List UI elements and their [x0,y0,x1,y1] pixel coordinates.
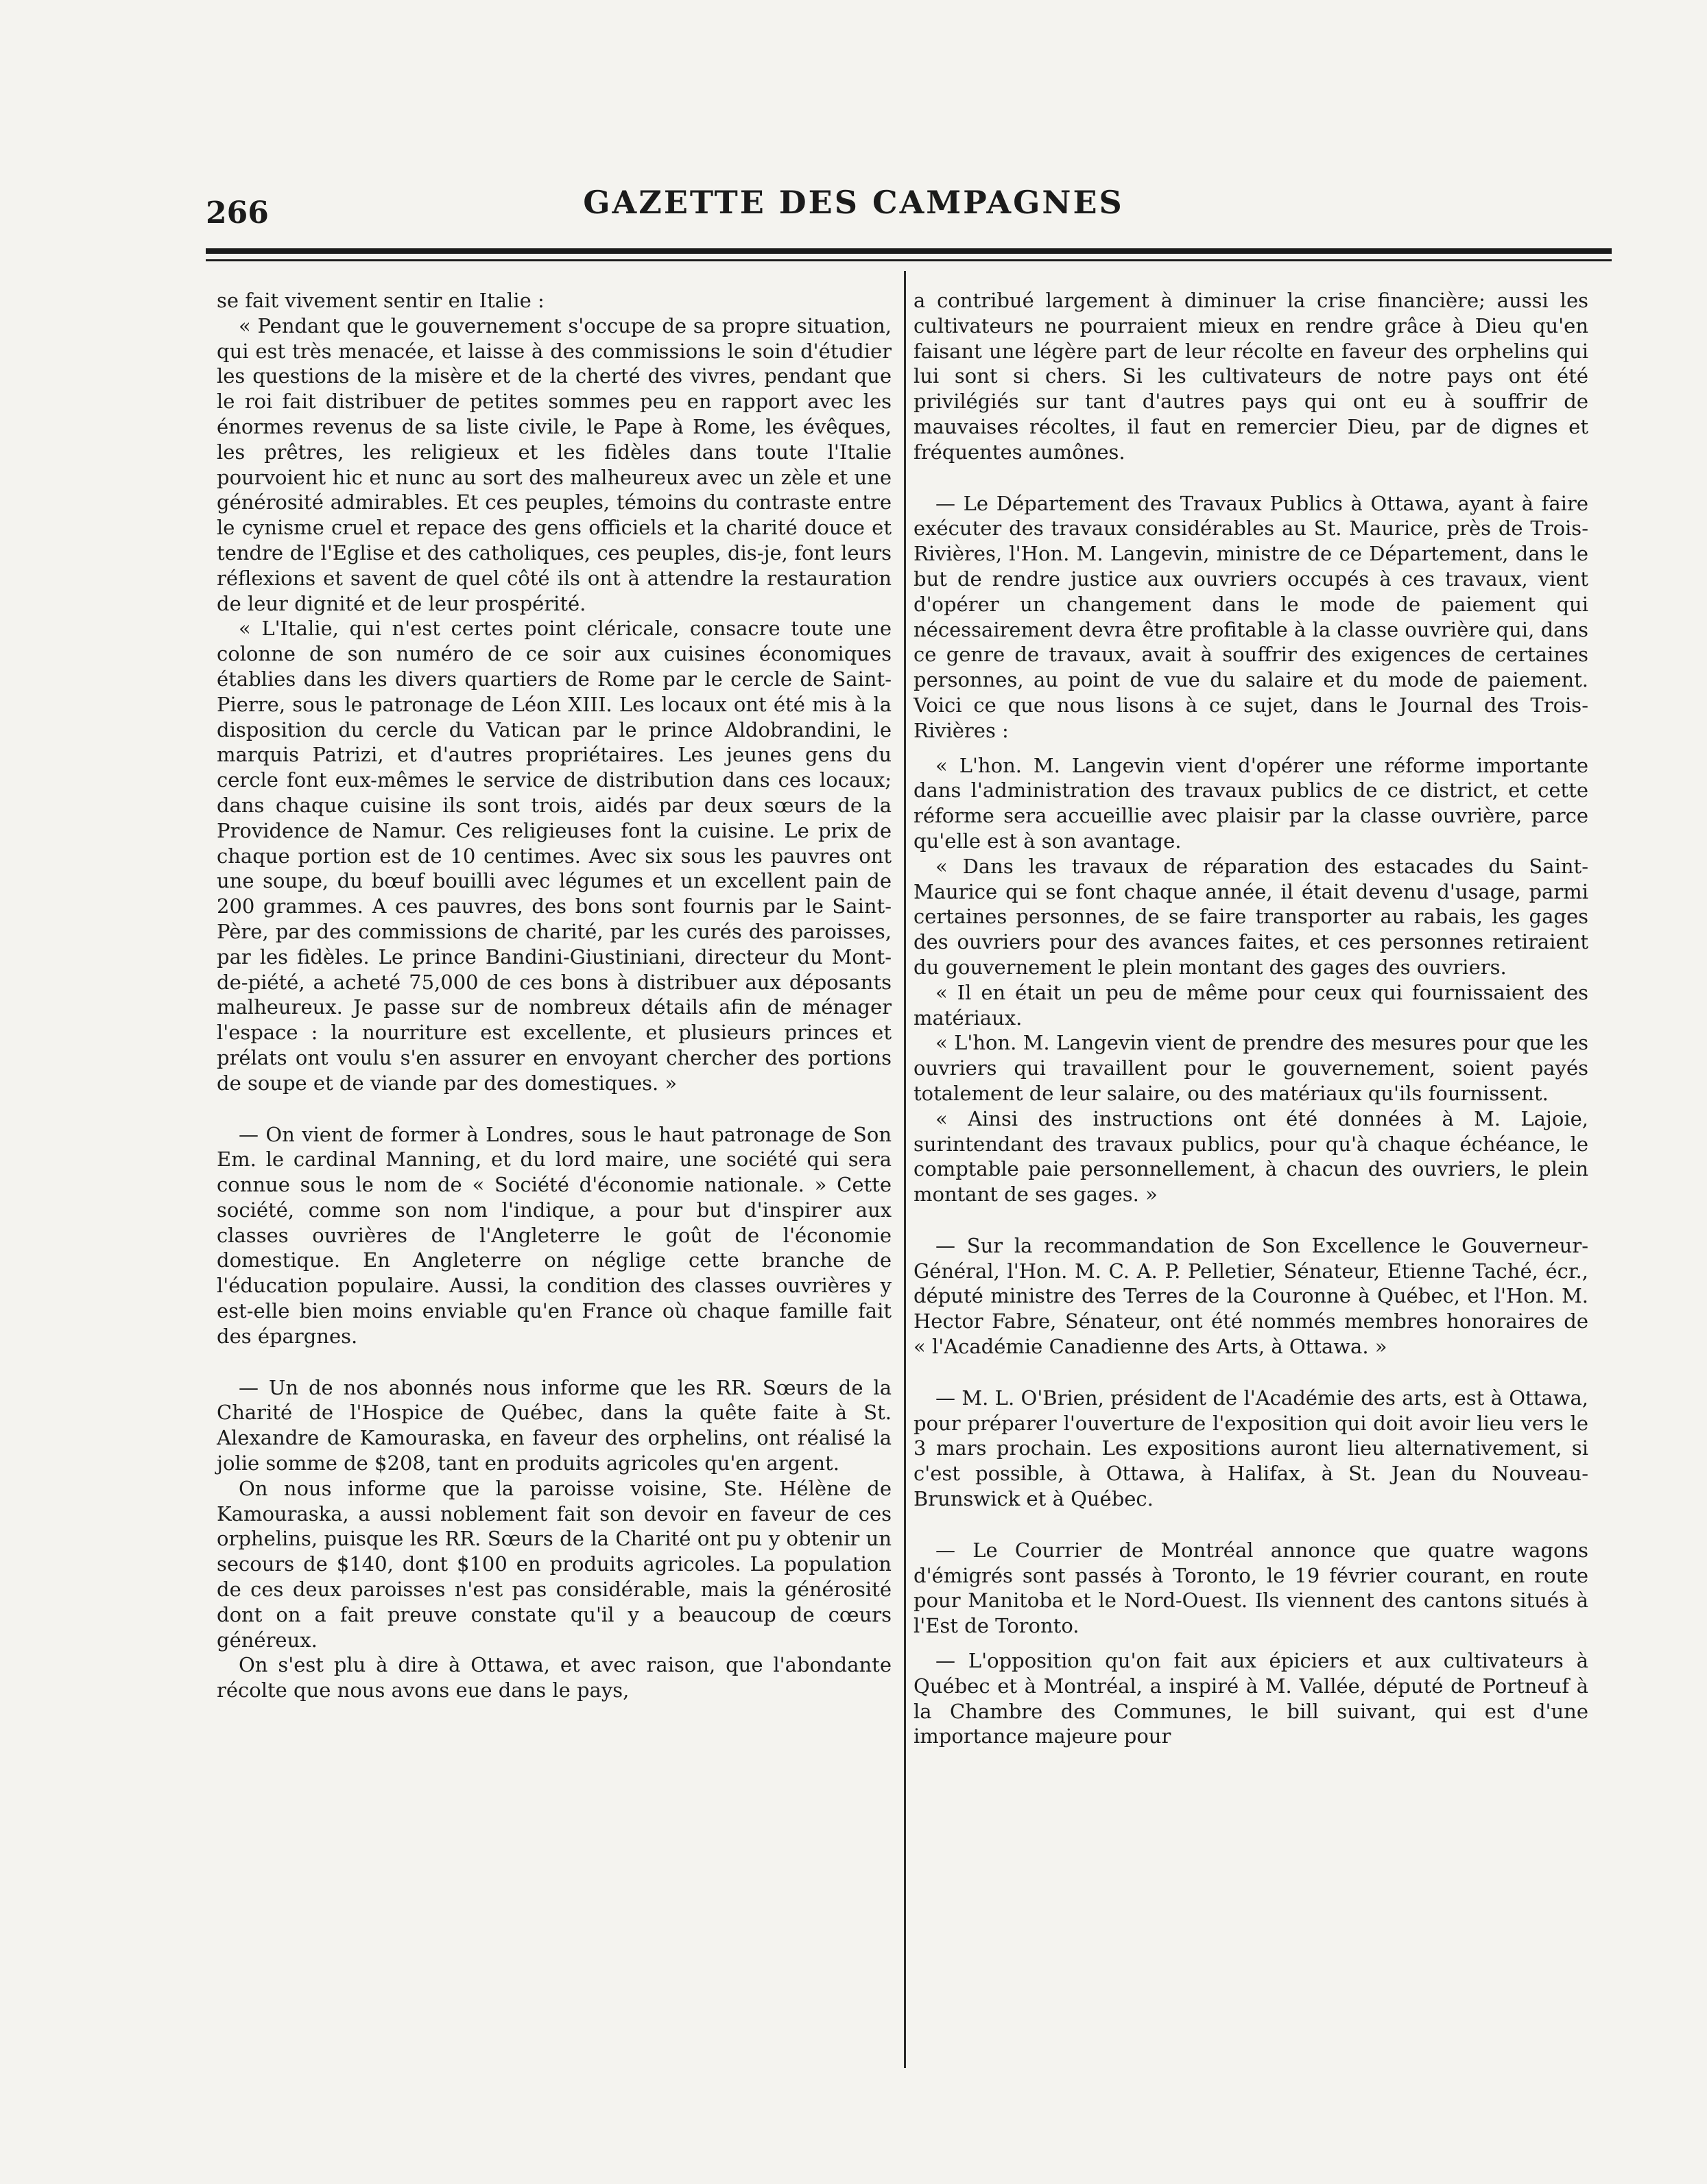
article-paragraph: « Il en était un peu de même pour ceux qui fournissaient des matériaux. [914,980,1588,1030]
article-paragraph: « Dans les travaux de réparation des estacades du Saint-Maurice qui se font chaque année, il était devenu d'usage, parmi certaines personnes, de se faire transporter au rabais, les gages des ouvriers pour des avances faites, et ces personnes retiraient du gouvernement le plein montant des gages des ouvriers. [914,854,1588,979]
article-paragraph: On nous informe que la paroisse voisine, Ste. Hélène de Kamouraska, a aussi noblement fait son devoir en faveur de ces orphelins, puisque les RR. Sœurs de la Charité ont pu y obtenir un secours de $140, dont $100 en produits agricoles. La population de ces deux paroisses n'est pas considérable, mais la générosité dont on a fait preuve constate qu'il y a beaucoup de cœurs généreux. [217,1476,892,1652]
header-rule-thick [206,248,1612,254]
page-number: 266 [206,195,269,230]
article-paragraph: — M. L. O'Brien, président de l'Académie des arts, est à Ottawa, pour préparer l'ouverture de l'exposition qui doit avoir lieu vers le 3 mars prochain. Les expositions auront lieu alternativement, si c'est possible, à Ottawa, à Halifax, à St. Jean du Nouveau-Brunswick et à Québec. [914,1386,1588,1511]
article-paragraph: « Ainsi des instructions ont été données à M. Lajoie, surintendant des travaux publics, pour qu'à chaque échéance, le comptable paie personnellement, à chacun des ouvriers, le plein montant de ses gages. » [914,1106,1588,1207]
article-paragraph: — On vient de former à Londres, sous le haut patronage de Son Em. le cardinal Manning, et du lord maire, une société qui sera connue sous le nom de « Société d'économie nationale. » Cette société, comme son nom l'indique, a pour but d'inspirer aux classes ouvrières de l'Angleterre le goût de l'économie domestique. En Angleterre on néglige cette branche de l'éducation populaire. Aussi, la condition des classes ouvrières y est-elle bien moins enviable qu'en France où chaque famille fait des épargnes. [217,1122,892,1348]
article-paragraph: On s'est plu à dire à Ottawa, et avec raison, que l'abondante récolte que nous avons eue dans le pays, [217,1653,892,1702]
article-paragraph: — Le Courrier de Montréal annonce que quatre wagons d'émigrés sont passés à Toronto, le 19 février courant, en route pour Manitoba et le Nord-Ouest. Ils viennent des cantons situés à l'Est de Toronto. [914,1538,1588,1638]
article-paragraph: « L'hon. M. Langevin vient d'opérer une réforme importante dans l'administration des travaux publics de ce district, et cette réforme sera accueillie avec plaisir par la classe ouvrière, parce qu'elle est à son avantage. [914,753,1588,853]
column-divider [904,271,906,2068]
article-paragraph: « L'hon. M. Langevin vient de prendre des mesures pour que les ouvriers qui travaillent pour le gouvernement, soient payés totalement de leur salaire, ou des matériaux qu'ils fournissent. [914,1031,1588,1105]
left-column [217,288,892,1703]
article-paragraph: a contribué largement à diminuer la crise financière; aussi les cultivateurs ne pourraient mieux en rendre grâce à Dieu qu'en faisant une légère part de leur récolte en faveur des orphelins qui lui sont si chers. Si les cultivateurs de notre pays ont été privilégiés sur tant d'autres pays qui ont eu à souffrir de mauvaises récoltes, il faut en remercier Dieu, par de dignes et fréquentes aumônes. [914,289,1588,464]
article-paragraph: se fait vivement sentir en Italie : [217,289,545,312]
article-paragraph: « Pendant que le gouvernement s'occupe de sa propre situation, qui est très menacée, et laisse à des commissions le soin d'étudier les questions de la misère et de la cherté des vivres, pendant que le roi fait distribuer de petites sommes peu en rapport avec les énormes revenus de sa liste civile, le Pape à Rome, les évêques, les prêtres, les religieux et les fidèles dans toute l'Italie pourvoient hic et nunc au sort des malheureux avec un zèle et une générosité admirables. Et ces peuples, témoins du contraste entre le cynisme cruel et repace des gens officiels et la charité douce et tendre de l'Eglise et des catholiques, ces peuples, dis-je, font leurs réflexions et savent de quel côté ils ont à attendre la restauration de leur dignité et de leur prospérité. [217,313,892,615]
article-paragraph: — Le Département des Travaux Publics à Ottawa, ayant à faire exécuter des travaux considérables au St. Maurice, près de Trois-Rivières, l'Hon. M. Langevin, ministre de ce Département, dans le but de rendre justice aux ouvriers occupés à ces travaux, vient d'opérer un changement dans le mode de paiement qui nécessairement devra être profitable à la classe ouvrière qui, dans ce genre de travaux, avait à souffrir des exigences de certaines personnes, au point de vue du salaire et du mode de paiement. Voici ce que nous lisons à ce sujet, dans le Journal des Trois-Rivières : [914,491,1588,742]
article-paragraph: — Sur la recommandation de Son Excellence le Gouverneur-Général, l'Hon. M. C. A. P. Pelletier, Sénateur, Etienne Taché, écr., député ministre des Terres de la Couronne à Québec, et l'Hon. M. Hector Fabre, Sénateur, ont été nommés membres honoraires de « l'Académie Canadienne des Arts, à Ottawa. » [914,1233,1588,1359]
article-paragraph: — L'opposition qu'on fait aux épiciers et aux cultivateurs à Québec et à Montréal, a inspiré à M. Vallée, député de Portneuf à la Chambre des Communes, le bill suivant, qui est d'une importance majeure pour [914,1649,1588,1748]
header-rule-thin [206,259,1612,261]
right-column [914,288,1588,1749]
article-paragraph: « L'Italie, qui n'est certes point cléricale, consacre toute une colonne de son numéro de ce soir aux cuisines économiques établies dans les divers quartiers de Rome par le cercle de Saint-Pierre, sous le patronage de Léon XIII. Les locaux ont été mis à la disposition du cercle du Vatican par le prince Aldobrandini, le marquis Patrizi, et d'autres propriétaires. Les jeunes gens du cercle font eux-mêmes le service de distribution dans ces locaux; dans chaque cuisine ils sont trois, aidés par deux sœurs de la Providence de Namur. Ces religieuses font la cuisine. Le prix de chaque portion est de 10 centimes. Avec six sous les pauvres ont une soupe, du bœuf bouilli avec légumes et un excellent pain de 200 grammes. A ces pauvres, des bons sont fournis par le Saint-Père, par des commissions de charité, par les curés des paroisses, par les fidèles. Le prince Bandini-Giustiniani, directeur du Mont-de-piété, a acheté 75,000 de ces bons à distribuer aux déposants malheureux. Je passe sur de nombreux détails afin de ménager l'espace : la nourriture est excellente, et plusieurs princes et prélats ont voulu s'en assurer en envoyant chercher des portions de soupe et de viande par des domestiques. » [217,617,892,1095]
masthead-title: GAZETTE DES CAMPAGNES [583,184,1124,221]
article-paragraph: — Un de nos abonnés nous informe que les RR. Sœurs de la Charité de l'Hospice de Québec, dans la quête faite à St. Alexandre de Kamouraska, en faveur des orphelins, ont réalisé la jolie somme de $208, tant en produits agricoles qu'en argent. [217,1375,892,1475]
